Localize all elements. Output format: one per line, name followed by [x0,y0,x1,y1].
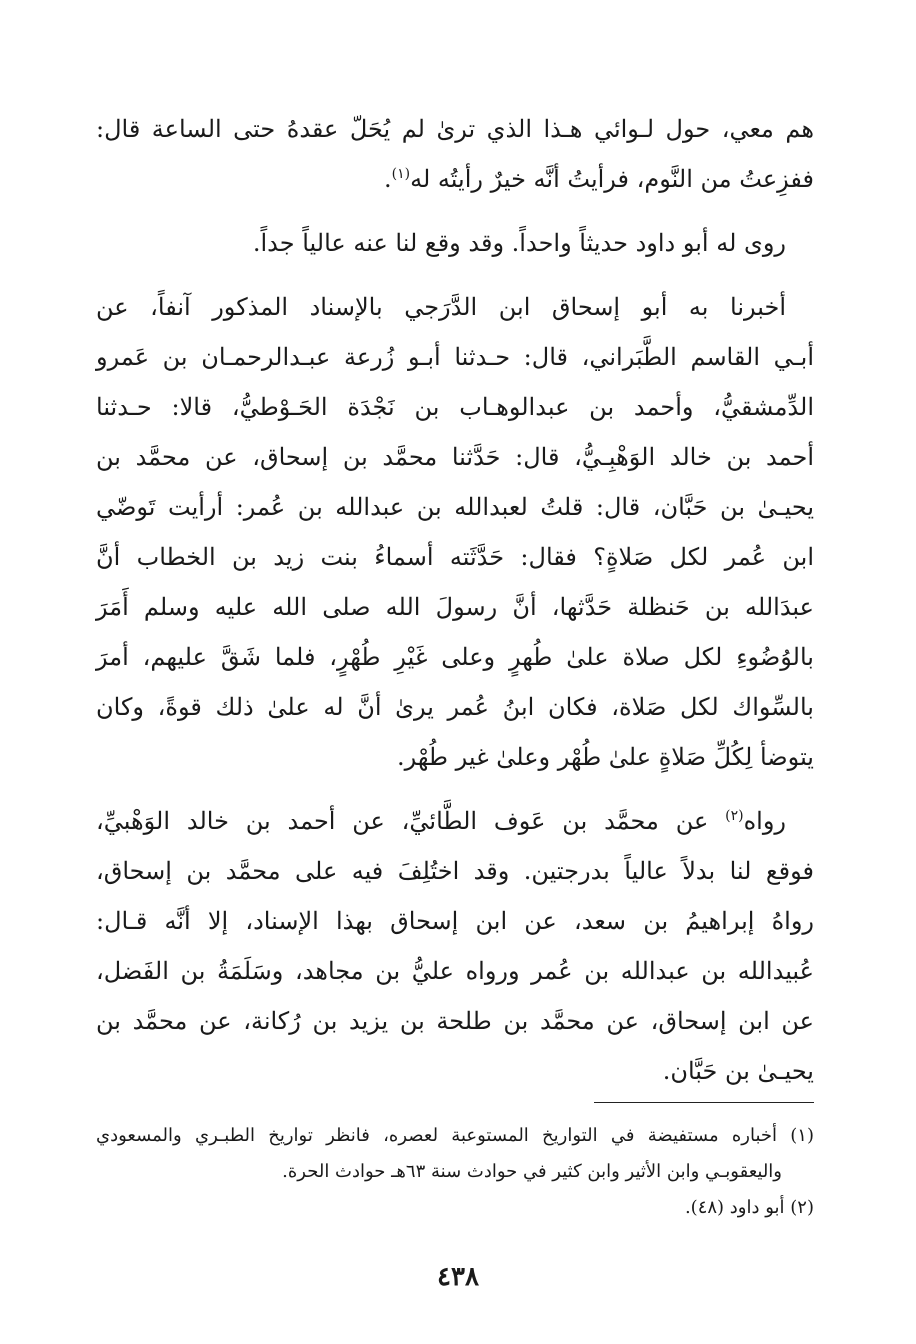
text-line: فوقع لنا بدلاً عالياً بدرجتين. وقد اختُلِفَ فيه على محمَّد بن إسحاق، [96,857,814,885]
text-line: بالسِّواك لكل صَلاة، فكان ابنُ عُمر يرىٰ أنَّ له علىٰ ذلك قوةً، وكان [96,693,814,721]
footnote-ref-2: (٢) [725,808,744,824]
paragraph-4 [96,796,814,1096]
text-line: أحمد بن خالد الوَهْبِـيُّ، قال: حَدَّثنا محمَّد بن إسحاق، عن محمَّد بن [96,443,814,471]
text-line: يحيـىٰ بن حَبَّان. [662,1057,814,1085]
text-line: رواهُ إبراهيمُ بن سعد، عن ابن إسحاق بهذا الإسناد، إلا أنَّه قـال: [96,907,814,935]
text-line: أخبرنا به أبو إسحاق ابن الدَّرَجي بالإسناد المذكور آنفاً، عن [96,293,786,321]
footnote-ref-1: (١) [391,166,411,182]
paragraph-2 [96,218,814,268]
footnote-divider [594,1102,814,1103]
text-line: عبدَالله بن حَنظلة حَدَّثها، أنَّ رسولَ الله صلى الله عليه وسلم أَمَرَ [96,593,814,621]
text-line [96,154,814,204]
text-line [96,796,814,846]
page-number: ٤٣٨ [437,1262,479,1292]
text-run: عن محمَّد بن عَوف الطَّائيِّ، عن أحمد بن خالد الوَهْبيِّ، [96,807,726,835]
footnote-2-line: (٢) أبو داود (٤٨). [684,1197,814,1218]
text-run: رواه [743,807,786,835]
page-body [96,104,814,1096]
text-line: بالوُضُوءِ لكل صلاة علىٰ طُهرٍ وعلى غَيْرِ طُهْرٍ، فلما شَقَّ عليهم، أمرَ [96,643,814,671]
text-line: يحيـىٰ بن حَبَّان، قال: قلتُ لعبدالله بن عبدالله بن عُمر: أرأيت تَوضّي [96,493,814,521]
paragraph-1 [96,104,814,204]
text-line: أبـي القاسم الطَّبَراني، قال: حـدثنا أبـو زُرعة عبـدالرحمـان بن عَمرو [96,343,814,371]
text-line: عن ابن إسحاق، عن محمَّد بن طلحة بن يزيد بن رُكانة، عن محمَّد بن [96,1007,814,1035]
text-line: روى له أبو داود حديثاً واحداً. وقد وقع لنا عنه عالياً جداً. [252,229,786,257]
text-line: ابن عُمر لكل صَلاةٍ؟ فقال: حَدَّثَته أسماءُ بنت زيد بن الخطاب أنَّ [96,543,814,571]
text-run: ففزِعتُ من النَّوم، فرأيتُ أنَّه خيرٌ رأيتُه له [410,165,814,193]
footnote-1-line: (١) أخباره مستفيضة في التواريخ المستوعبة لعصره، فانظر تواريخ الطبـري والمسعودي [96,1125,814,1146]
text-line: يتوضأ لِكُلِّ صَلاةٍ علىٰ طُهْر وعلىٰ غير طُهْر. [396,743,814,771]
text-run: . [384,165,392,193]
paragraph-3 [96,282,814,782]
text-line: الدِّمشقيُّ، وأحمد بن عبدالوهـاب بن نَجْدَة الحَـوْطيُّ، قالا: حـدثنا [96,393,814,421]
text-line: عُبيدالله بن عبدالله بن عُمر ورواه عليُّ بن مجاهد، وسَلَمَةُ بن الفَضل، [96,957,814,985]
footnotes [96,1118,814,1226]
text-line: هم معي، حول لـوائي هـذا الذي ترىٰ لم يُحَلّ عقدهُ حتى الساعة قال: [96,115,814,143]
footnote-1-line: واليعقوبـي وابن الأثير وابن كثير في حوادث سنة ٦٣هـ حوادث الحرة. [282,1161,782,1182]
